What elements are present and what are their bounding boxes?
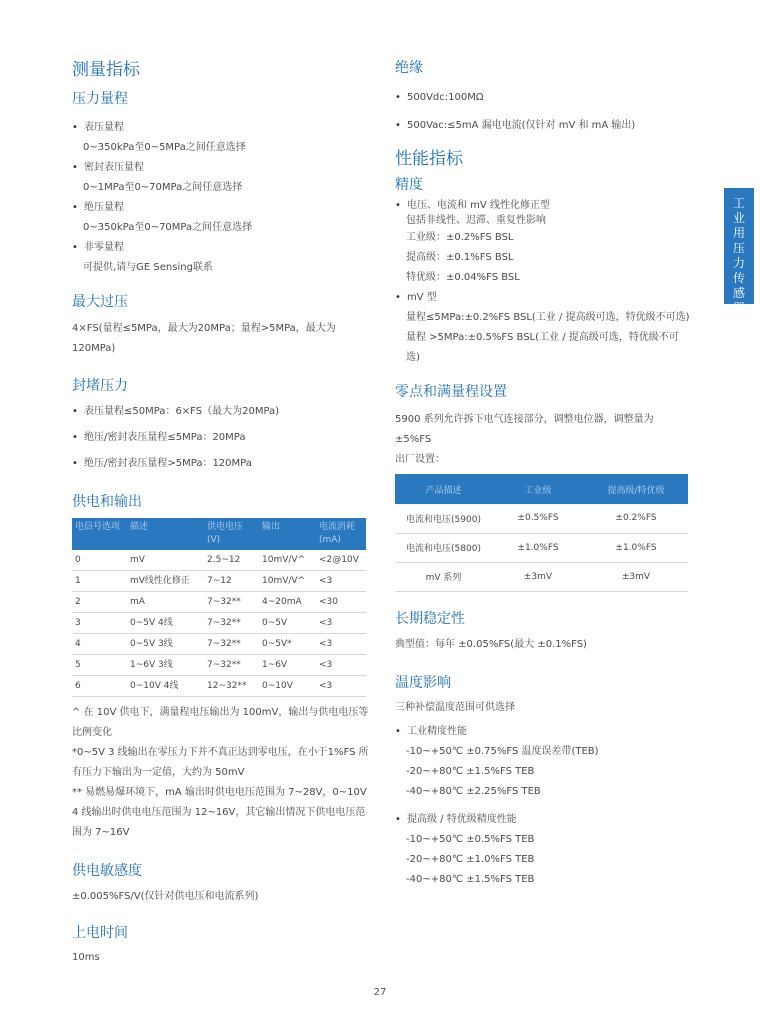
table-cell: 2.5~12	[204, 550, 259, 571]
temperature-line: -40~+80℃ ±1.5%FS TEB	[406, 873, 535, 885]
table-notes	[72, 703, 372, 843]
list-item: • 500Vdc:100MΩ	[395, 88, 695, 108]
list-item: • 非零量程	[72, 238, 372, 258]
list-item-detail: 0~350kPa至0~70MPa之间任意选择	[83, 222, 253, 233]
heading-power-on: 上电时间	[72, 925, 128, 941]
column-header: 电信号选项	[72, 518, 127, 550]
temperature-line: -10~+50℃ ±0.5%FS TEB	[406, 833, 535, 845]
list-item: • 表压量程≤50MPa：6×FS（最大为20MPa)	[72, 402, 372, 422]
temperature-line: -10~+50℃ ±0.75%FS 温度误差带(TEB)	[406, 745, 599, 757]
list-item: • 绝压/密封表压量程≤5MPa：20MPa	[72, 428, 372, 448]
list-item-detail: 包括非线性、迟滞、重复性影响	[406, 215, 546, 226]
heading-containment: 封堵压力	[72, 378, 128, 394]
table-cell: 1~6V 3线	[127, 655, 204, 676]
list-item: • 工业精度性能	[395, 722, 695, 742]
table-cell: 0~10V 4线	[127, 676, 204, 697]
heading-pressure-range: 压力量程	[72, 91, 128, 107]
table-cell: <3	[316, 655, 366, 676]
table-cell: <3	[316, 634, 366, 655]
table-cell: 0~10V	[259, 676, 316, 697]
column-header: 工业级	[492, 474, 584, 504]
table-cell: ±0.5%FS	[492, 504, 584, 533]
heading-stability: 长期稳定性	[395, 610, 465, 627]
table-cell: 7~32**	[204, 634, 259, 655]
list-item: • 500Vac:≤5mA 漏电电流(仅针对 mV 和 mA 输出)	[395, 116, 695, 136]
heading-temperature: 温度影响	[395, 674, 451, 691]
table-cell: ±3mV	[492, 562, 584, 591]
table-row	[72, 550, 366, 571]
mv-line: 量程 >5MPa:±0.5%FS BSL(工业 / 提高级可选，特优级不可选)	[406, 332, 679, 363]
table-row	[72, 655, 366, 676]
table-cell: mV线性化修正	[127, 571, 204, 592]
table-cell: 电流和电压(5900)	[395, 504, 492, 533]
column-header: 描述	[127, 518, 204, 550]
table-cell: 4~20mA	[259, 592, 316, 613]
table-cell: 0~5V	[259, 613, 316, 634]
table-row	[72, 592, 366, 613]
list-item: • 绝压/密封表压量程>5MPa：120MPa	[72, 454, 372, 474]
temperature-line: -20~+80℃ ±1.0%FS TEB	[406, 853, 535, 865]
table-cell: 4	[72, 634, 127, 655]
table-cell: <3	[316, 613, 366, 634]
containment-list	[72, 402, 372, 474]
supply-output-table	[72, 518, 366, 697]
temperature-group-1	[395, 722, 695, 802]
table-cell: 7~32**	[204, 613, 259, 634]
list-item: • 提高级 / 特优级精度性能	[395, 810, 695, 830]
table-cell: 7~12	[204, 571, 259, 592]
column-header: 提高级/特优级	[584, 474, 688, 504]
list-item: • 电压、电流和 mV 线性化修正型	[395, 198, 695, 213]
heading-insulation: 绝缘	[395, 60, 423, 76]
power-on-text: 10ms	[72, 952, 100, 963]
list-item-detail: 0~1MPa至0~70MPa之间任意选择	[83, 182, 243, 193]
table-cell: 3	[72, 613, 127, 634]
temperature-intro: 三种补偿温度范围可供选择	[395, 701, 515, 713]
grade-line: 工业级：±0.2%FS BSL	[406, 232, 514, 243]
table-cell: 0	[72, 550, 127, 571]
list-item: • mV 型	[395, 288, 695, 308]
overpressure-text: 4×FS(量程≤5MPa，最大为20MPa；量程>5MPa，最大为120MPa)	[72, 323, 336, 354]
mv-line: 量程≤5MPa:±0.2%FS BSL(工业 / 提高级可选，特优级不可选)	[406, 312, 690, 323]
table-cell: ±3mV	[584, 562, 688, 591]
table-row	[72, 634, 366, 655]
temperature-group-2	[395, 810, 695, 890]
table-cell: ±1.0%FS	[492, 533, 584, 562]
section-title-performance: 性能指标	[395, 149, 463, 169]
table-row	[395, 533, 688, 562]
table-cell: 0~5V 3线	[127, 634, 204, 655]
accuracy-list	[395, 198, 695, 368]
temperature-line: -20~+80℃ ±1.5%FS TEB	[406, 765, 535, 777]
page-number: 27	[373, 987, 387, 998]
table-cell: 7~32**	[204, 592, 259, 613]
table-row	[395, 504, 688, 533]
list-item-detail: 0~350kPa至0~5MPa之间任意选择	[83, 142, 246, 153]
table-cell: 0~5V*	[259, 634, 316, 655]
heading-overpressure: 最大过压	[72, 294, 128, 310]
section-title-measurement: 测量指标	[72, 60, 140, 80]
list-item: • 表压量程	[72, 118, 372, 138]
table-row	[72, 676, 366, 697]
pressure-range-list	[72, 118, 372, 278]
side-tab	[724, 188, 754, 315]
table-cell: <3	[316, 676, 366, 697]
table-cell: <30	[316, 592, 366, 613]
zero-span-text: 5900 系列允许拆下电气连接部分，调整电位器，调整量为±5%FS	[395, 414, 654, 445]
note: ** 易燃易爆环境下，mA 输出时供电电压范围为 7~28V，0~10V 4 线输出时供电电压范围为 12~16V，其它输出情况下供电电压范围为 7~16V	[72, 787, 367, 838]
stability-text: 典型值：每年 ±0.05%FS(最大 ±0.1%FS)	[395, 638, 587, 650]
table-header-row	[395, 474, 688, 504]
table-cell: 10mV/V^	[259, 571, 316, 592]
table-cell: <3	[316, 571, 366, 592]
heading-supply-sensitivity: 供电敏感度	[72, 863, 142, 879]
table-cell: 5	[72, 655, 127, 676]
table-row	[72, 613, 366, 634]
table-cell: mA	[127, 592, 204, 613]
insulation-list	[395, 88, 695, 136]
table-cell: 0~5V 4线	[127, 613, 204, 634]
temperature-line: -40~+80℃ ±2.25%FS TEB	[406, 785, 541, 797]
table-header-row	[72, 518, 366, 550]
grade-line: 特优级：±0.04%FS BSL	[406, 272, 520, 283]
table-cell: 1~6V	[259, 655, 316, 676]
right-column	[395, 58, 695, 890]
table-cell: mV 系列	[395, 562, 492, 591]
table-row	[72, 571, 366, 592]
table-cell: 6	[72, 676, 127, 697]
heading-accuracy: 精度	[395, 177, 423, 193]
list-item: • 密封表压量程	[72, 158, 372, 178]
heading-zero-span: 零点和满量程设置	[395, 384, 507, 400]
table-cell: 1	[72, 571, 127, 592]
table-cell: <2@10V	[316, 550, 366, 571]
table-cell: 电流和电压(5800)	[395, 533, 492, 562]
heading-supply-output: 供电和输出	[72, 494, 142, 510]
note: *0~5V 3 线输出在零压力下并不真正达到零电压，在小于1%FS 所有压力下输出为一定值，大约为 50mV	[72, 747, 369, 778]
list-item: • 绝压量程	[72, 198, 372, 218]
note: ^ 在 10V 供电下，满量程电压输出为 100mV，输出与供电电压等比例变化	[72, 707, 369, 738]
factory-setting-label: 出厂设置：	[395, 454, 445, 465]
table-cell: 7~32**	[204, 655, 259, 676]
table-cell: 2	[72, 592, 127, 613]
table-cell: mV	[127, 550, 204, 571]
list-item-detail: 可提供,请与GE Sensing联系	[83, 262, 213, 273]
left-column	[72, 58, 372, 968]
column-header: 供电电压(V)	[204, 518, 259, 550]
zero-span-table	[395, 474, 688, 592]
table-cell: ±1.0%FS	[584, 533, 688, 562]
grade-line: 提高级：±0.1%FS BSL	[406, 252, 514, 263]
table-cell: 12~32**	[204, 676, 259, 697]
column-header: 电流消耗(mA)	[316, 518, 366, 550]
supply-sensitivity-text: ±0.005%FS/V(仅针对供电压和电流系列)	[72, 891, 259, 902]
table-row	[395, 562, 688, 591]
side-tab-label: 工业用压力传感器	[732, 196, 745, 315]
table-cell: ±0.2%FS	[584, 504, 688, 533]
table-cell: 10mV/V^	[259, 550, 316, 571]
column-header: 产品描述	[395, 474, 492, 504]
column-header: 输出	[259, 518, 316, 550]
